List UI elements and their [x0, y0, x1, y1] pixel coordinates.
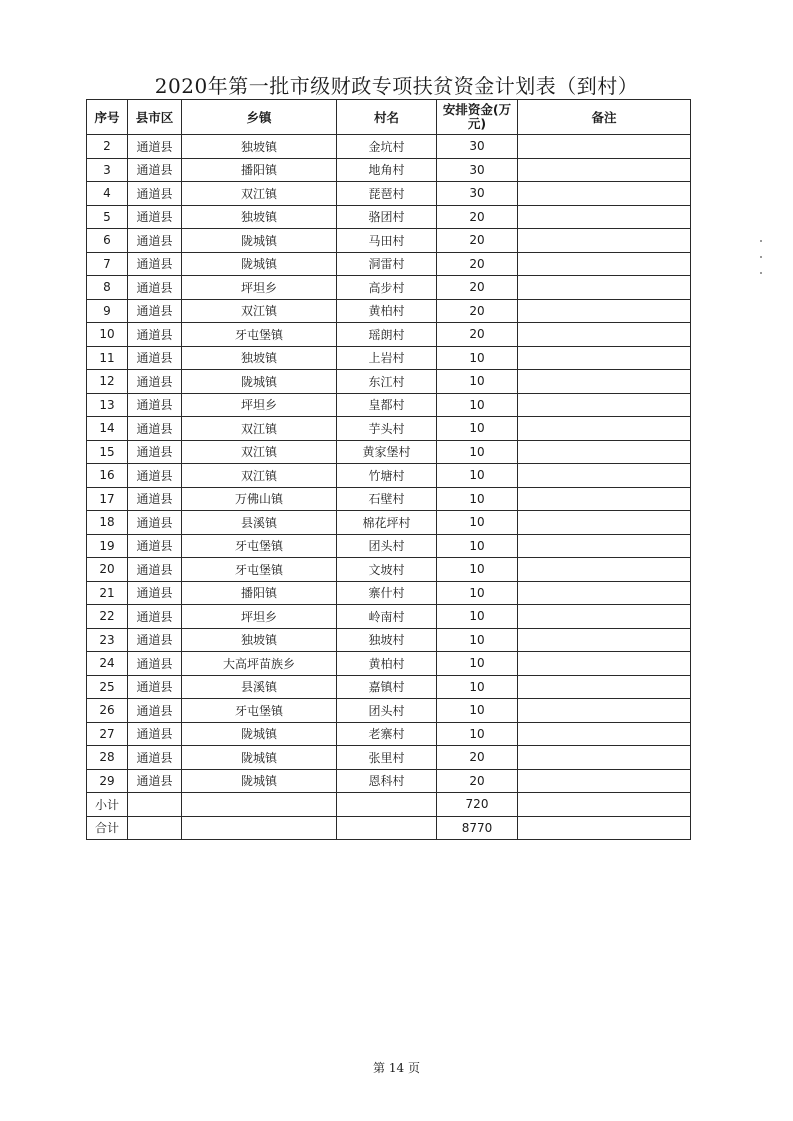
- cell-remark: [518, 370, 691, 394]
- cell-town: 牙屯堡镇: [182, 558, 337, 582]
- subtotal-empty-cell: [337, 793, 437, 817]
- cell-amount: 30: [437, 182, 518, 206]
- cell-village: 洞雷村: [337, 252, 437, 276]
- cell-amount: 10: [437, 699, 518, 723]
- subtotal-empty-cell: [518, 793, 691, 817]
- cell-town: 独坡镇: [182, 205, 337, 229]
- cell-village: 琵琶村: [337, 182, 437, 206]
- cell-county: 通道县: [128, 581, 182, 605]
- page-number: 第 14 页: [373, 1061, 420, 1075]
- cell-seq: 26: [87, 699, 128, 723]
- table-row: [87, 440, 691, 464]
- cell-remark: [518, 558, 691, 582]
- cell-seq: 13: [87, 393, 128, 417]
- cell-remark: [518, 464, 691, 488]
- cell-county: 通道县: [128, 393, 182, 417]
- cell-village: 石壁村: [337, 487, 437, 511]
- cell-town: 双江镇: [182, 182, 337, 206]
- cell-village: 黄家堡村: [337, 440, 437, 464]
- cell-remark: [518, 135, 691, 159]
- cell-seq: 5: [87, 205, 128, 229]
- table-row: [87, 558, 691, 582]
- cell-town: 陇城镇: [182, 722, 337, 746]
- cell-village: 骆团村: [337, 205, 437, 229]
- cell-village: 棉花坪村: [337, 511, 437, 535]
- cell-county: 通道县: [128, 464, 182, 488]
- cell-amount: 20: [437, 229, 518, 253]
- cell-seq: 21: [87, 581, 128, 605]
- cell-town: 坪坦乡: [182, 276, 337, 300]
- table-row: [87, 581, 691, 605]
- cell-county: 通道县: [128, 558, 182, 582]
- cell-county: 通道县: [128, 417, 182, 441]
- cell-amount: 10: [437, 464, 518, 488]
- cell-amount: 20: [437, 299, 518, 323]
- cell-village: 团头村: [337, 699, 437, 723]
- cell-seq: 10: [87, 323, 128, 347]
- table-row: [87, 229, 691, 253]
- allocation-table: [86, 99, 691, 840]
- cell-remark: [518, 581, 691, 605]
- table-row: [87, 276, 691, 300]
- table-row: [87, 652, 691, 676]
- cell-amount: 10: [437, 652, 518, 676]
- table-row: [87, 769, 691, 793]
- cell-remark: [518, 699, 691, 723]
- cell-amount: 10: [437, 417, 518, 441]
- cell-village: 文坡村: [337, 558, 437, 582]
- cell-county: 通道县: [128, 370, 182, 394]
- cell-remark: [518, 605, 691, 629]
- cell-remark: [518, 652, 691, 676]
- cell-remark: [518, 534, 691, 558]
- table-row: [87, 182, 691, 206]
- cell-village: 芋头村: [337, 417, 437, 441]
- cell-town: 播阳镇: [182, 581, 337, 605]
- cell-county: 通道县: [128, 276, 182, 300]
- cell-amount: 10: [437, 346, 518, 370]
- cell-amount: 10: [437, 487, 518, 511]
- cell-town: 陇城镇: [182, 229, 337, 253]
- cell-county: 通道县: [128, 722, 182, 746]
- cell-remark: [518, 511, 691, 535]
- cell-village: 老寨村: [337, 722, 437, 746]
- total-empty-cell: [337, 816, 437, 840]
- cell-seq: 19: [87, 534, 128, 558]
- table-row: [87, 323, 691, 347]
- cell-town: 双江镇: [182, 417, 337, 441]
- table-row: [87, 370, 691, 394]
- cell-town: 陇城镇: [182, 769, 337, 793]
- cell-village: 地角村: [337, 158, 437, 182]
- cell-town: 县溪镇: [182, 511, 337, 535]
- cell-remark: [518, 746, 691, 770]
- cell-town: 独坡镇: [182, 628, 337, 652]
- cell-county: 通道县: [128, 534, 182, 558]
- cell-county: 通道县: [128, 323, 182, 347]
- cell-town: 播阳镇: [182, 158, 337, 182]
- cell-village: 团头村: [337, 534, 437, 558]
- cell-village: 高步村: [337, 276, 437, 300]
- cell-remark: [518, 417, 691, 441]
- cell-county: 通道县: [128, 699, 182, 723]
- cell-remark: [518, 628, 691, 652]
- cell-amount: 10: [437, 558, 518, 582]
- cell-county: 通道县: [128, 605, 182, 629]
- cell-seq: 14: [87, 417, 128, 441]
- table-row: [87, 487, 691, 511]
- table-row: [87, 534, 691, 558]
- cell-remark: [518, 440, 691, 464]
- cell-town: 陇城镇: [182, 746, 337, 770]
- cell-amount: 20: [437, 746, 518, 770]
- cell-remark: [518, 675, 691, 699]
- cell-remark: [518, 252, 691, 276]
- subtotal-row: [87, 793, 691, 817]
- cell-village: 皇都村: [337, 393, 437, 417]
- cell-remark: [518, 205, 691, 229]
- cell-amount: 10: [437, 440, 518, 464]
- cell-county: 通道县: [128, 675, 182, 699]
- cell-county: 通道县: [128, 158, 182, 182]
- cell-village: 嘉镇村: [337, 675, 437, 699]
- cell-village: 东江村: [337, 370, 437, 394]
- header-village: 村名: [337, 100, 437, 135]
- table-row: [87, 464, 691, 488]
- header-town: 乡镇: [182, 100, 337, 135]
- table-row: [87, 722, 691, 746]
- subtotal-label: 小计: [87, 793, 128, 817]
- cell-amount: 10: [437, 370, 518, 394]
- cell-seq: 20: [87, 558, 128, 582]
- table-row: [87, 417, 691, 441]
- subtotal-empty-cell: [128, 793, 182, 817]
- cell-seq: 3: [87, 158, 128, 182]
- cell-county: 通道县: [128, 205, 182, 229]
- cell-seq: 11: [87, 346, 128, 370]
- total-empty-cell: [518, 816, 691, 840]
- cell-remark: [518, 487, 691, 511]
- total-amount: 8770: [437, 816, 518, 840]
- cell-village: 金坑村: [337, 135, 437, 159]
- cell-amount: 10: [437, 628, 518, 652]
- cell-town: 独坡镇: [182, 346, 337, 370]
- table-body: [87, 135, 691, 793]
- cell-remark: [518, 769, 691, 793]
- document-title: 2020年第一批市级财政专项扶贫资金计划表（到村）: [154, 74, 639, 98]
- table-row: [87, 158, 691, 182]
- cell-county: 通道县: [128, 652, 182, 676]
- cell-amount: 10: [437, 722, 518, 746]
- cell-seq: 18: [87, 511, 128, 535]
- cell-county: 通道县: [128, 252, 182, 276]
- cell-county: 通道县: [128, 487, 182, 511]
- table-row: [87, 605, 691, 629]
- table-row: [87, 252, 691, 276]
- total-empty-cell: [128, 816, 182, 840]
- cell-amount: 20: [437, 769, 518, 793]
- cell-county: 通道县: [128, 511, 182, 535]
- subtotal-empty-cell: [182, 793, 337, 817]
- table-row: [87, 299, 691, 323]
- cell-seq: 15: [87, 440, 128, 464]
- cell-remark: [518, 182, 691, 206]
- cell-seq: 17: [87, 487, 128, 511]
- cell-remark: [518, 276, 691, 300]
- cell-seq: 24: [87, 652, 128, 676]
- cell-county: 通道县: [128, 346, 182, 370]
- cell-town: 坪坦乡: [182, 393, 337, 417]
- cell-amount: 20: [437, 252, 518, 276]
- cell-remark: [518, 158, 691, 182]
- table-row: [87, 699, 691, 723]
- cell-county: 通道县: [128, 182, 182, 206]
- cell-town: 牙屯堡镇: [182, 699, 337, 723]
- cell-village: 竹塘村: [337, 464, 437, 488]
- cell-town: 大高坪苗族乡: [182, 652, 337, 676]
- scan-specks: [760, 240, 762, 288]
- cell-seq: 25: [87, 675, 128, 699]
- total-label: 合计: [87, 816, 128, 840]
- cell-village: 恩科村: [337, 769, 437, 793]
- cell-seq: 9: [87, 299, 128, 323]
- cell-amount: 10: [437, 534, 518, 558]
- cell-seq: 7: [87, 252, 128, 276]
- cell-town: 双江镇: [182, 440, 337, 464]
- cell-county: 通道县: [128, 769, 182, 793]
- subtotal-amount: 720: [437, 793, 518, 817]
- cell-town: 陇城镇: [182, 370, 337, 394]
- cell-town: 独坡镇: [182, 135, 337, 159]
- cell-remark: [518, 393, 691, 417]
- cell-seq: 23: [87, 628, 128, 652]
- cell-county: 通道县: [128, 135, 182, 159]
- total-row: [87, 816, 691, 840]
- cell-amount: 30: [437, 135, 518, 159]
- cell-amount: 20: [437, 276, 518, 300]
- cell-seq: 28: [87, 746, 128, 770]
- cell-town: 坪坦乡: [182, 605, 337, 629]
- cell-village: 张里村: [337, 746, 437, 770]
- cell-seq: 12: [87, 370, 128, 394]
- header-remark: 备注: [518, 100, 691, 135]
- total-empty-cell: [182, 816, 337, 840]
- cell-seq: 4: [87, 182, 128, 206]
- table-row: [87, 346, 691, 370]
- cell-town: 牙屯堡镇: [182, 323, 337, 347]
- cell-county: 通道县: [128, 628, 182, 652]
- cell-remark: [518, 346, 691, 370]
- table-row: [87, 675, 691, 699]
- header-seq: 序号: [87, 100, 128, 135]
- cell-town: 牙屯堡镇: [182, 534, 337, 558]
- table-row: [87, 135, 691, 159]
- cell-amount: 10: [437, 581, 518, 605]
- cell-seq: 2: [87, 135, 128, 159]
- cell-town: 万佛山镇: [182, 487, 337, 511]
- cell-seq: 27: [87, 722, 128, 746]
- cell-town: 县溪镇: [182, 675, 337, 699]
- cell-seq: 29: [87, 769, 128, 793]
- header-county: 县市区: [128, 100, 182, 135]
- cell-county: 通道县: [128, 299, 182, 323]
- cell-town: 双江镇: [182, 299, 337, 323]
- cell-village: 黄柏村: [337, 299, 437, 323]
- cell-county: 通道县: [128, 746, 182, 770]
- cell-remark: [518, 229, 691, 253]
- table-header-row: [87, 100, 691, 135]
- cell-remark: [518, 722, 691, 746]
- cell-amount: 30: [437, 158, 518, 182]
- cell-county: 通道县: [128, 229, 182, 253]
- cell-amount: 10: [437, 675, 518, 699]
- cell-village: 独坡村: [337, 628, 437, 652]
- cell-seq: 16: [87, 464, 128, 488]
- table-row: [87, 393, 691, 417]
- table-row: [87, 205, 691, 229]
- cell-county: 通道县: [128, 440, 182, 464]
- cell-seq: 6: [87, 229, 128, 253]
- table-row: [87, 628, 691, 652]
- cell-village: 上岩村: [337, 346, 437, 370]
- cell-amount: 20: [437, 323, 518, 347]
- cell-remark: [518, 299, 691, 323]
- cell-town: 陇城镇: [182, 252, 337, 276]
- cell-remark: [518, 323, 691, 347]
- cell-village: 岭南村: [337, 605, 437, 629]
- cell-seq: 8: [87, 276, 128, 300]
- cell-amount: 10: [437, 393, 518, 417]
- cell-village: 马田村: [337, 229, 437, 253]
- cell-village: 寨什村: [337, 581, 437, 605]
- table-row: [87, 511, 691, 535]
- cell-amount: 10: [437, 511, 518, 535]
- table-row: [87, 746, 691, 770]
- cell-seq: 22: [87, 605, 128, 629]
- header-amount: 安排资金(万元): [437, 100, 518, 135]
- cell-town: 双江镇: [182, 464, 337, 488]
- cell-amount: 20: [437, 205, 518, 229]
- cell-amount: 10: [437, 605, 518, 629]
- cell-village: 瑶朗村: [337, 323, 437, 347]
- cell-village: 黄柏村: [337, 652, 437, 676]
